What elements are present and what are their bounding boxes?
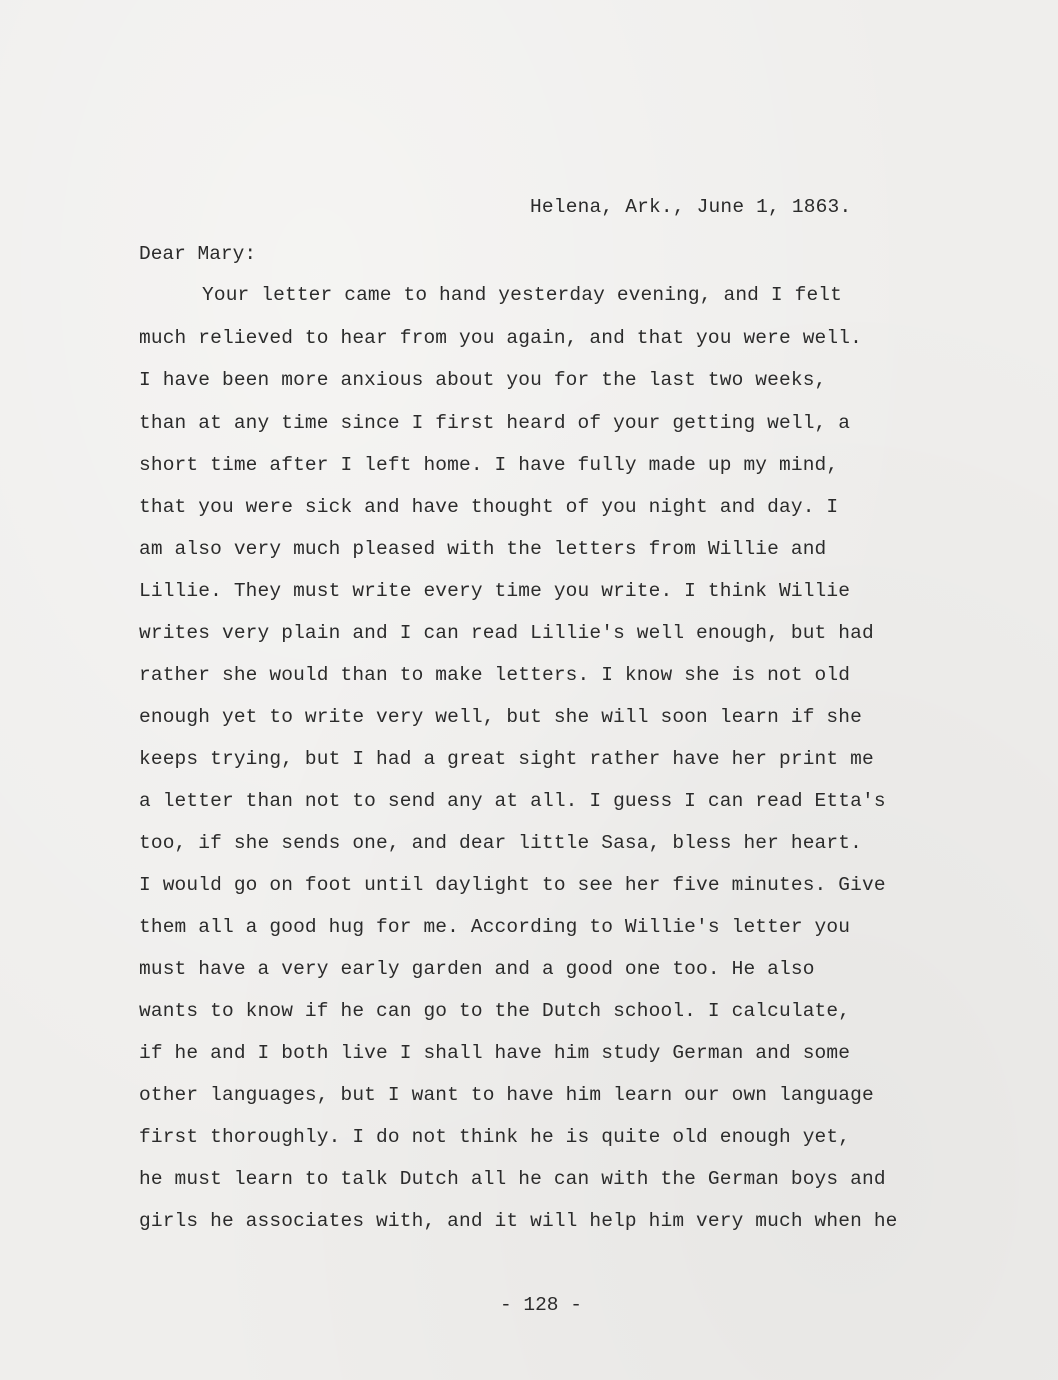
letter-line: short time after I left home. I have fully made up my mind, [139,454,839,476]
letter-line: that you were sick and have thought of you night and day. I [139,496,839,518]
letter-line: first thoroughly. I do not think he is quite old enough yet, [139,1126,851,1148]
letter-line: too, if she sends one, and dear little Sasa, bless her heart. [139,832,862,854]
letter-line: I would go on foot until daylight to see her five minutes. Give [139,874,886,896]
letter-line: other languages, but I want to have him learn our own language [139,1084,874,1106]
letter-line: Lillie. They must write every time you write. I think Willie [139,580,851,602]
letter-line: than at any time since I first heard of your getting well, a [139,412,851,434]
letter-line: much relieved to hear from you again, and that you were well. [139,327,862,349]
page-number: - 128 - [500,1294,582,1316]
letter-line: enough yet to write very well, but she will soon learn if she [139,706,862,728]
letter-line: I have been more anxious about you for the last two weeks, [139,369,827,391]
letter-line: them all a good hug for me. According to Willie's letter you [139,916,851,938]
letter-line: rather she would than to make letters. I know she is not old [139,664,851,686]
letter-dateline: Helena, Ark., June 1, 1863. [530,196,852,218]
letter-line: he must learn to talk Dutch all he can with the German boys and [139,1168,886,1190]
letter-line: must have a very early garden and a good one too. He also [139,958,815,980]
letter-line: writes very plain and I can read Lillie's well enough, but had [139,622,874,644]
letter-line: a letter than not to send any at all. I guess I can read Etta's [139,790,886,812]
letter-line: Your letter came to hand yesterday evening, and I felt [202,284,843,306]
letter-line: keeps trying, but I had a great sight rather have her print me [139,748,874,770]
letter-line: wants to know if he can go to the Dutch school. I calculate, [139,1000,851,1022]
letter-line: am also very much pleased with the letters from Willie and [139,538,827,560]
letter-line: girls he associates with, and it will help him very much when he [139,1210,898,1232]
letter-salutation: Dear Mary: [139,243,257,265]
letter-line: if he and I both live I shall have him study German and some [139,1042,851,1064]
